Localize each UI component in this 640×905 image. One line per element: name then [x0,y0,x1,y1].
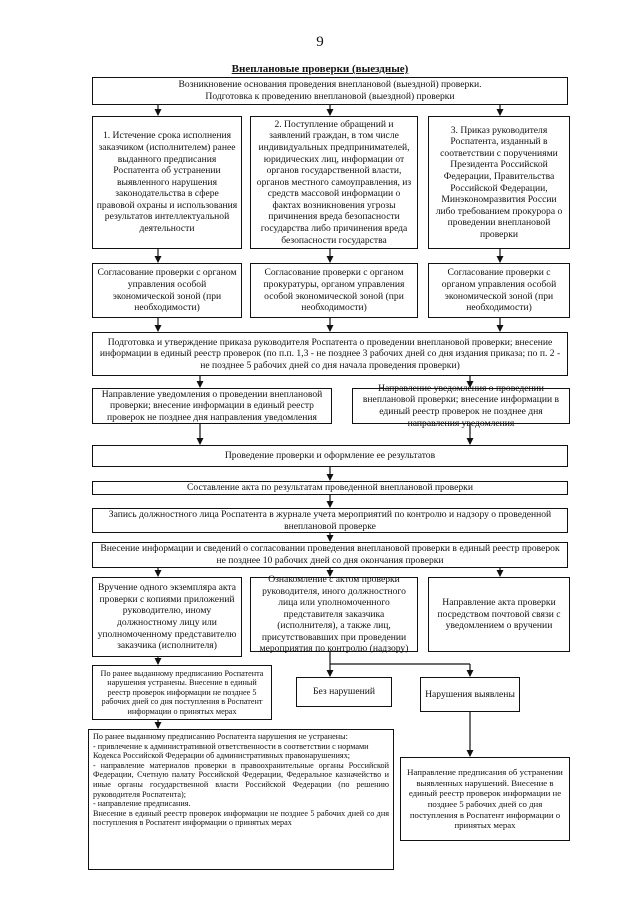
notify-left-box [92,388,332,424]
mail-text: Направление акта проверки посредством почтовой связи с уведомлением о вручении [437,597,561,632]
fixed-text: По ранее выданному предписанию Роспатента нарушения устранены. Внесение в единый реестр проверок информации не позднее 5 рабочих дней со дня поступления в Роспатент информации о принятых мерах [100,668,264,716]
violations-found-box [420,677,520,712]
page-title: Внеплановые проверки (выездные) [231,63,409,75]
header-box [92,77,568,105]
approval-box-3 [428,263,570,318]
approval-text-3: Согласование проверки с органом управления особой экономической зоной (при необходимости) [441,267,557,314]
not-fixed-line-4: - направление предписания. [93,799,191,809]
delivery-text: Вручение одного экземпляра акта проверки с копиями приложений руководителю, иному должностному лицу или уполномоченному представителю заказчика (исполнителя) [97,582,237,652]
familiarize-text: Ознакомление с актом проверки руководителя, иного должностного лица или уполномоченного представителя заказчика (исполнителя), а также лиц, присутствовавших при проведении мероприятия по контролю (надзору) [259,573,409,655]
act-text: Составление акта по результатам проведенной внеплановой проверки [187,482,473,494]
conduct-text: Проведение проверки и оформление ее результатов [224,450,436,462]
journal-box [92,508,568,533]
delivery-box [92,577,242,657]
header-line-2: Подготовка к проведению внеплановой (выездной) проверки [205,91,455,102]
no-violations-text: Без нарушений [313,686,375,698]
approval-text-1: Согласование проверки с органом управления особой экономической зоной (при необходимости) [97,267,237,314]
journal-text: Запись должностного лица Роспатента в журнале учета мероприятий по контролю и надзору о проведенной внеплановой проверке [108,508,552,532]
not-fixed-line-5: Внесение в единый реестр проверок информации не позднее 5 рабочих дней со дня поступления в Роспатент информации о принятых мерах [93,808,389,828]
approval-text-2: Согласование проверки с органом прокуратуры, органом управления особой экономической зоной (при необходимости) [263,267,405,314]
approval-box-1 [92,263,242,318]
not-fixed-line-2: - привлечение к административной ответственности в соответствии с нормами Кодекса Российской Федерации об административных правонарушениях; [93,741,369,761]
order-prep-box [92,332,568,376]
familiarize-box [250,573,418,655]
not-fixed-line-3: - направление материалов проверки в правоохранительные органы Российской Федерации, Счетную палату Российской Федерации, Федеральное казначейство и иные органы государственной власти Российской Федерации (по решению руководителя Роспатента); [93,760,389,799]
not-fixed-box [88,729,394,870]
prescription-text: Направление предписания об устранении выявленных нарушений. Внесение в единый реестр проверок информации не позднее 5 рабочих дней со дня поступления в Роспатент информации о принятых мерах [407,767,563,831]
fixed-box [92,665,272,720]
ground-box-2 [250,116,418,249]
notify-right-box [352,382,570,429]
page-number: 9 [316,34,324,50]
approval-box-2 [250,263,418,318]
registry-box [92,542,568,568]
ground-box-3 [428,116,570,249]
no-violations-box [296,677,392,707]
registry-text: Внесение информации и сведений о согласовании проведения внеплановой проверки в единый реестр проверок не позднее 10 рабочих дней со дня окончания проверки [100,543,560,566]
ground-text-1: 1. Истечение срока исполнения заказчиком (исполнителем) ранее выданного предписания Роспатента об устранении выявленного нарушения законодательства в сфере правовой охраны и использования результатов интеллектуальной деятельности [96,130,238,235]
order-prep-text: Подготовка и утверждение приказа руководителя Роспатента о проведении внеплановой проверки; внесение информации в единый реестр проверок (по п.п. 1,3 - не позднее 3 рабочих дней со дня издания приказа; по п. 2 - не позднее 5 рабочих дней со дня начала проведения проверки) [99,336,561,371]
conduct-box [92,445,568,467]
ground-text-2: 2. Поступление обращений и заявлений граждан, в том числе индивидуальных предпринимателей, юридических лиц, информации от органов государственной власти, органов местного самоуправления, из средств массовой информации о фактах возникновения угрозы причинения вреда безопасности государства либо причинения вреда безопасности государства [256,118,412,246]
notify-left-text: Направление уведомления о проведении внеплановой проверки; внесение информации в единый реестр проверок не позднее дня направления уведомления [101,388,323,423]
ground-text-3: 3. Приказ руководителя Роспатента, изданный в соответствии с поручениями Президента Российской Федерации, Правительства Российской Федерации, Минэкономразвития России либо требованием прокурора о проведении внеплановой проверки [435,124,563,240]
not-fixed-line-1: По ранее выданному предписанию Роспатента нарушения не устранены: [93,732,348,741]
violations-found-text: Нарушения выявлены [425,688,515,700]
ground-box-1 [92,116,242,249]
header-line-1: Возникновение основания проведения внеплановой (выездной) проверки. [178,79,482,91]
prescription-box [400,757,570,841]
act-box [92,481,568,495]
notify-right-text: Направление уведомления о проведении внеплановой проверки; внесение информации в единый реестр проверок не позднее дня направления уведомления [362,382,560,429]
mail-box [428,577,570,652]
